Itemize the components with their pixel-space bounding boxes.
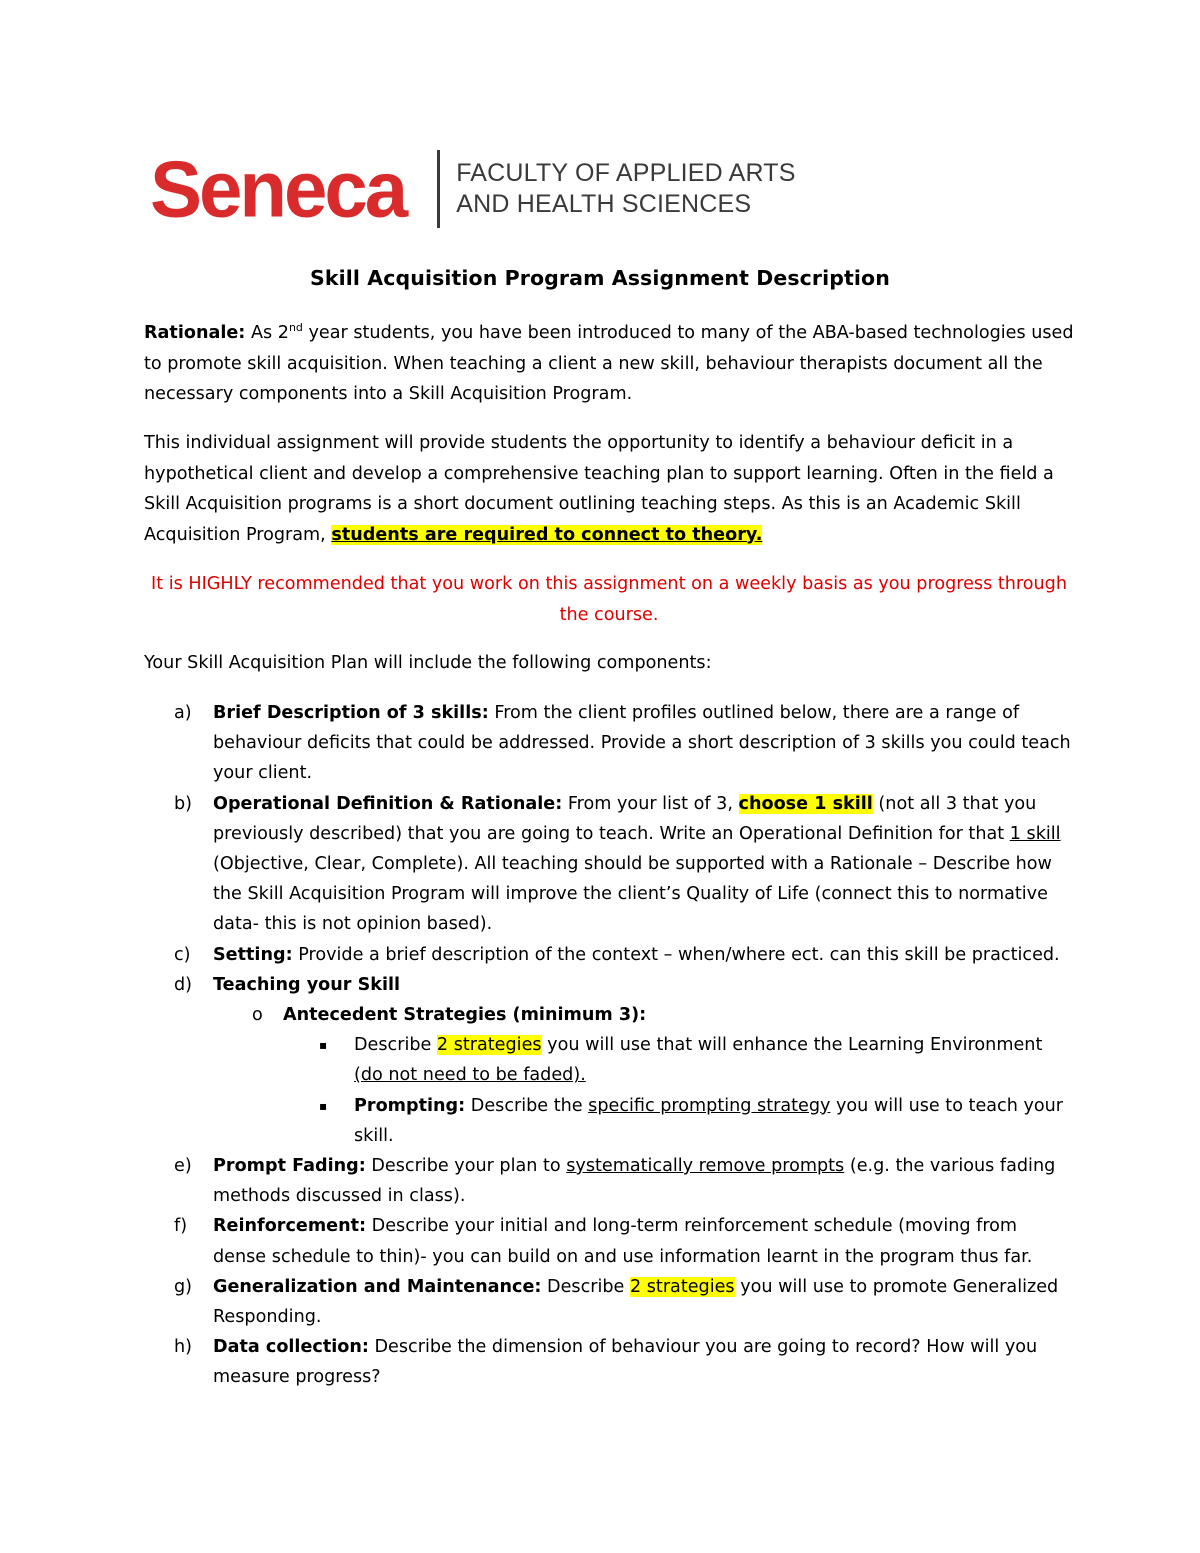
document-title: Skill Acquisition Program Assignment Description [310,266,890,290]
item-label: Brief Description of 3 skills: [213,703,489,723]
item-text: (Objective, Clear, Complete). All teaching should be supported with a Rationale – Describe how the Skill Acquisition Program will improve the client’s Quality of Life (connect this to normative data- this is not opinion based). [213,854,1052,935]
list-item-h [144,1332,1074,1392]
bullet-text: Describe the [465,1095,589,1116]
logo-divider [437,150,440,228]
seneca-logo [150,144,796,234]
list-marker: d) [174,974,193,995]
bullet-text: you will use to teach your skill. [354,1095,1064,1146]
logo-wordmark: Seneca [150,144,406,234]
rationale-superscript: nd [288,321,303,335]
rationale-text-1: As 2 [245,323,289,343]
faculty-line-2: AND HEALTH SCIENCES [456,190,752,218]
sub-marker: o [252,1005,263,1026]
choose-skill-highlight: choose 1 skill [738,793,873,814]
item-text: Describe [541,1276,630,1297]
sub-label: Antecedent Strategies (minimum 3): [283,1005,647,1026]
item-text: From your list of 3, [562,793,739,814]
assignment-paragraph [144,428,1074,550]
rationale-paragraph [144,318,1074,410]
not-faded-underline: (do not need to be faded). [354,1065,586,1086]
item-text: (not all 3 that you previously described) that you are going to teach. Write an Operational Definition for that [213,793,1037,844]
item-text: you will use to promote Generalized Responding. [213,1276,1059,1328]
list-marker: b) [174,793,193,814]
item-label: Generalization and Maintenance: [213,1276,542,1297]
item-label: Data collection: [213,1337,369,1358]
faculty-name [456,158,795,220]
list-item-e [144,1151,1074,1211]
strategies-highlight: 2 strategies [436,1035,542,1056]
item-text: Describe the dimension of behaviour you are going to record? How will you measure progress? [213,1337,1038,1388]
bullet-learning-environment [144,1030,1074,1090]
strategies-highlight: 2 strategies [629,1276,735,1297]
item-label: Reinforcement: [213,1216,367,1237]
list-marker: f) [174,1216,188,1237]
item-text: Describe your initial and long-term reinforcement schedule (moving from dense schedule to thin)- you can build on and use information learnt in the program thus far. [213,1216,1033,1267]
bullet-text: you will use that will enhance the Learning Environment [541,1035,1043,1056]
recommendation-note: It is HIGHLY recommended that you work on this assignment on a weekly basis as you progress through the course. [151,574,1067,625]
sub-item-antecedent [144,1000,1074,1030]
bullet-icon: ▪ [319,1038,328,1053]
components-intro: Your Skill Acquisition Plan will include the following components: [144,653,712,673]
assignment-text: This individual assignment will provide students the opportunity to identify a behaviour deficit in a hypothetical client and develop a comprehensive teaching plan to support learning. Often in the field a Skill Acquisition programs is a short document outlining teaching steps. As this is an Academic Skill Acquisition Program, [144,433,1054,545]
bullet-text: Describe [354,1035,437,1056]
item-text: From the client profiles outlined below, there are a range of behaviour deficits that could be addressed. Provide a short description of 3 skills you could teach your client. [213,703,1071,784]
bullet-prompting [144,1091,1074,1151]
list-marker: a) [174,703,192,723]
list-marker: c) [174,944,191,965]
rationale-label: Rationale: [144,323,246,343]
remove-prompts-underline: systematically remove prompts [566,1156,845,1177]
list-item-c [144,940,1074,970]
list-item-b [144,789,1074,940]
faculty-line-1: FACULTY OF APPLIED ARTS [456,159,796,187]
list-marker: h) [174,1337,193,1358]
list-item-f [144,1211,1074,1271]
rationale-text-2: year students, you have been introduced to many of the ABA-based technologies used to promote skill acquisition. When teaching a client a new skill, behaviour therapists document all the necessary components into a Skill Acquisition Program. [144,323,1074,404]
list-item-a [144,698,1074,789]
item-label: Prompt Fading: [213,1156,366,1177]
list-marker: e) [174,1156,192,1177]
item-label: Teaching your Skill [213,974,401,995]
components-list [144,698,1074,1393]
item-text: (e.g. the various fading methods discussed in class). [213,1156,1056,1207]
bullet-icon: ▪ [319,1098,328,1113]
theory-highlight: students are required to connect to theory. [331,524,763,545]
item-text: Provide a brief description of the context – when/where ect. can this skill be practiced. [292,944,1060,965]
item-label: Setting: [213,944,293,965]
item-label: Operational Definition & Rationale: [213,793,563,814]
list-marker: g) [174,1276,193,1297]
item-text: Describe your plan to [365,1156,567,1177]
prompting-strategy-underline: specific prompting strategy [588,1095,831,1116]
list-item-g [144,1272,1074,1332]
list-item-d [144,970,1074,1000]
one-skill-underline: 1 skill [1009,823,1061,844]
bullet-label: Prompting: [354,1095,466,1116]
